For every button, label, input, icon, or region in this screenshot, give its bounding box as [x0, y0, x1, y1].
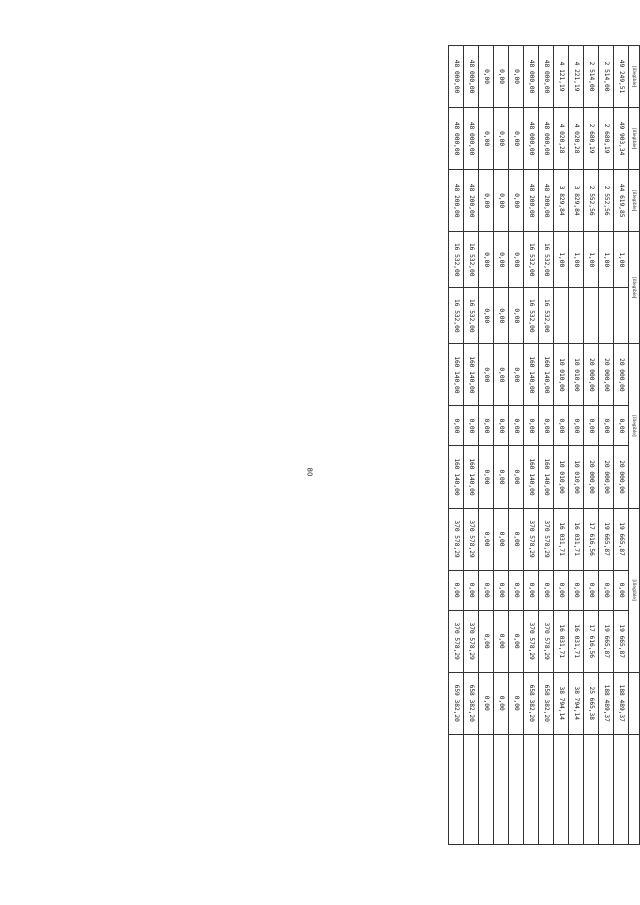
table-cell: 0,00: [494, 446, 509, 508]
table-cell: 0,00: [494, 288, 509, 344]
table-cell: 38 794,14: [569, 672, 584, 734]
table-cell: 0,00: [509, 344, 524, 406]
table-cell: 0,00: [524, 406, 539, 446]
table-cell: 0,00: [614, 406, 629, 446]
table-cell: 16 031,71: [554, 508, 569, 570]
header-blank: [629, 734, 640, 844]
table-cell: 2 680,19: [599, 108, 614, 170]
table-cell: 1,00: [554, 232, 569, 288]
table-cell: 0,00: [509, 288, 524, 344]
table-cell: 0,00: [464, 406, 479, 446]
table-cell: 1,00: [599, 232, 614, 288]
table-cell: 0,00: [494, 46, 509, 108]
table-cell: 0,00: [479, 570, 494, 610]
table-cell: [584, 288, 599, 344]
header-2018: [illegible]: [629, 170, 640, 232]
header-2016: [illegible]: [629, 344, 640, 508]
table-cell: 0,00: [479, 406, 494, 446]
table-cell: 10 010,00: [554, 446, 569, 508]
table-cell: 44 619,85: [614, 170, 629, 232]
table-cell: 48 000,00: [464, 46, 479, 108]
table-cell: 0,00: [494, 406, 509, 446]
table-cell: 2 552,56: [599, 170, 614, 232]
table-cell: 370 578,29: [464, 508, 479, 570]
table-cell: 0,00: [569, 406, 584, 446]
table-row: [494, 46, 509, 845]
table-cell: 20 000,00: [614, 344, 629, 406]
row-label-cell: [509, 734, 524, 844]
table-cell: 48 200,00: [464, 170, 479, 232]
row-label-cell: [554, 734, 569, 844]
table-cell: 0,00: [509, 672, 524, 734]
row-label-cell: [539, 734, 554, 844]
table-cell: 48 000,00: [449, 46, 464, 108]
row-label-cell: [494, 734, 509, 844]
table-cell: 16 532,00: [539, 232, 554, 288]
budget-table: [448, 45, 640, 845]
table-cell: 160 140,00: [464, 344, 479, 406]
table-cell: 2 552,56: [584, 170, 599, 232]
table-cell: 16 532,00: [524, 288, 539, 344]
page-number: 80: [305, 467, 314, 477]
table-cell: 0,00: [479, 610, 494, 672]
table-cell: 48 000,00: [539, 46, 554, 108]
table-row: [524, 46, 539, 845]
row-label-cell: [449, 734, 464, 844]
table-cell: 1,00: [584, 232, 599, 288]
table-cell: 0,00: [479, 232, 494, 288]
table-cell: 20 000,00: [599, 344, 614, 406]
table-cell: [569, 288, 584, 344]
table-cell: 370 578,29: [539, 610, 554, 672]
table-cell: [614, 288, 629, 344]
table-cell: 17 616,56: [584, 508, 599, 570]
table-cell: 370 578,29: [449, 508, 464, 570]
table-cell: 2 514,00: [599, 46, 614, 108]
table-cell: 49 903,34: [614, 108, 629, 170]
table-cell: 3 829,84: [569, 170, 584, 232]
row-label-cell: [524, 734, 539, 844]
table-cell: 4 020,28: [569, 108, 584, 170]
table-cell: 0,00: [509, 170, 524, 232]
table-cell: 0,00: [494, 672, 509, 734]
header-blank: [629, 672, 640, 734]
table-cell: 0,00: [509, 232, 524, 288]
table-cell: 0,00: [569, 570, 584, 610]
table-cell: 19 665,87: [599, 610, 614, 672]
table-cell: 160 140,00: [464, 446, 479, 508]
table-cell: 0,00: [509, 570, 524, 610]
table-cell: 48 200,00: [524, 170, 539, 232]
header-2020: [illegible]: [629, 46, 640, 108]
table-cell: 658 382,20: [524, 672, 539, 734]
table-cell: 10 010,00: [569, 344, 584, 406]
table-row: [554, 46, 569, 845]
table-cell: 370 578,29: [464, 610, 479, 672]
table-cell: 19 665,87: [614, 508, 629, 570]
table-cell: 160 140,00: [449, 344, 464, 406]
table-cell: 16 031,71: [569, 508, 584, 570]
table-cell: 0,00: [494, 170, 509, 232]
rotated-table-container: [80, 45, 640, 845]
table-cell: 16 532,00: [449, 288, 464, 344]
table-cell: 16 532,00: [449, 232, 464, 288]
header-2019: [illegible]: [629, 108, 640, 170]
table-cell: 160 140,00: [449, 446, 464, 508]
header-2017: [illegible]: [629, 232, 640, 344]
table-header-row: [629, 46, 640, 845]
table-cell: 0,00: [599, 406, 614, 446]
table-cell: 0,00: [494, 232, 509, 288]
table-cell: 25 665,38: [584, 672, 599, 734]
table-row: [539, 46, 554, 845]
table-cell: 0,00: [599, 570, 614, 610]
table-cell: 0,00: [449, 406, 464, 446]
table-cell: 0,00: [584, 570, 599, 610]
table-cell: 48 000,00: [464, 108, 479, 170]
table-cell: 370 578,29: [524, 508, 539, 570]
table-cell: 4 020,28: [554, 108, 569, 170]
table-cell: 0,00: [479, 508, 494, 570]
table-cell: [599, 288, 614, 344]
table-cell: 0,00: [479, 108, 494, 170]
table-cell: 0,00: [509, 610, 524, 672]
table-cell: 0,00: [509, 508, 524, 570]
table-cell: 0,00: [524, 570, 539, 610]
table-cell: 48 000,00: [539, 108, 554, 170]
table-cell: 16 031,71: [554, 610, 569, 672]
table-cell: 48 200,00: [449, 170, 464, 232]
table-cell: 0,00: [509, 446, 524, 508]
table-cell: 0,00: [539, 570, 554, 610]
table-cell: 48 000,00: [524, 108, 539, 170]
table-cell: 160 140,00: [524, 344, 539, 406]
table-cell: 48 200,00: [539, 170, 554, 232]
table-cell: 48 000,00: [524, 46, 539, 108]
table-row: [569, 46, 584, 845]
table-cell: 19 665,87: [614, 610, 629, 672]
table-cell: 16 031,71: [569, 610, 584, 672]
table-cell: 20 000,00: [599, 446, 614, 508]
row-label-cell: [614, 734, 629, 844]
table-cell: 0,00: [479, 46, 494, 108]
table-cell: 0,00: [539, 406, 554, 446]
table-cell: 17 616,56: [584, 610, 599, 672]
table-cell: 1,00: [569, 232, 584, 288]
table-cell: 160 140,00: [539, 344, 554, 406]
row-label-cell: [464, 734, 479, 844]
table-cell: 0,00: [509, 108, 524, 170]
table-cell: 0,00: [509, 406, 524, 446]
row-label-cell: [479, 734, 494, 844]
table-cell: 370 578,29: [524, 610, 539, 672]
table-row: [464, 46, 479, 845]
table-cell: 0,00: [554, 406, 569, 446]
table-cell: 0,00: [479, 344, 494, 406]
table-cell: 188 489,37: [614, 672, 629, 734]
table-cell: 10 010,00: [554, 344, 569, 406]
table-cell: 1,00: [614, 232, 629, 288]
table-cell: 0,00: [464, 570, 479, 610]
table-cell: 38 794,14: [554, 672, 569, 734]
table-cell: 0,00: [479, 288, 494, 344]
table-cell: 4 221,19: [569, 46, 584, 108]
table-cell: 48 000,00: [449, 108, 464, 170]
table-cell: 658 382,20: [464, 672, 479, 734]
table-cell: 0,00: [449, 570, 464, 610]
table-row: [509, 46, 524, 845]
table-cell: 4 121,19: [554, 46, 569, 108]
table-cell: 370 578,29: [449, 610, 464, 672]
table-cell: 16 532,00: [464, 288, 479, 344]
table-cell: 16 532,00: [539, 288, 554, 344]
table-cell: 20 000,00: [584, 446, 599, 508]
table-row: [479, 46, 494, 845]
table-cell: 3 829,84: [554, 170, 569, 232]
table-cell: 49 249,51: [614, 46, 629, 108]
table-cell: 0,00: [479, 446, 494, 508]
table-cell: 0,00: [494, 570, 509, 610]
table-cell: 0,00: [494, 610, 509, 672]
table-cell: 659 382,20: [449, 672, 464, 734]
row-label-cell: [599, 734, 614, 844]
table-cell: 10 010,00: [569, 446, 584, 508]
table-row: [584, 46, 599, 845]
table-cell: 2 680,19: [584, 108, 599, 170]
table-cell: 0,00: [479, 672, 494, 734]
table-cell: 0,00: [554, 570, 569, 610]
row-label-cell: [584, 734, 599, 844]
table-cell: 370 578,29: [539, 508, 554, 570]
table-row: [599, 46, 614, 845]
table-cell: 160 140,00: [524, 446, 539, 508]
header-total: [illegible]: [629, 508, 640, 672]
table-row: [614, 46, 629, 845]
table-cell: 20 000,00: [584, 344, 599, 406]
table-cell: 2 514,00: [584, 46, 599, 108]
table-cell: 0,00: [494, 344, 509, 406]
table-cell: 16 532,00: [524, 232, 539, 288]
table-cell: 188 489,37: [599, 672, 614, 734]
table-cell: 0,00: [584, 406, 599, 446]
table-cell: 160 140,00: [539, 446, 554, 508]
table-cell: 16 532,00: [464, 232, 479, 288]
table-cell: 20 000,00: [614, 446, 629, 508]
table-cell: 0,00: [479, 170, 494, 232]
table-cell: 0,00: [509, 46, 524, 108]
row-label-cell: [569, 734, 584, 844]
table-cell: 0,00: [614, 570, 629, 610]
table-cell: 19 665,87: [599, 508, 614, 570]
table-cell: 0,00: [494, 108, 509, 170]
table-cell: [554, 288, 569, 344]
table-cell: 0,00: [494, 508, 509, 570]
table-cell: 658 382,20: [539, 672, 554, 734]
table-row: [449, 46, 464, 845]
